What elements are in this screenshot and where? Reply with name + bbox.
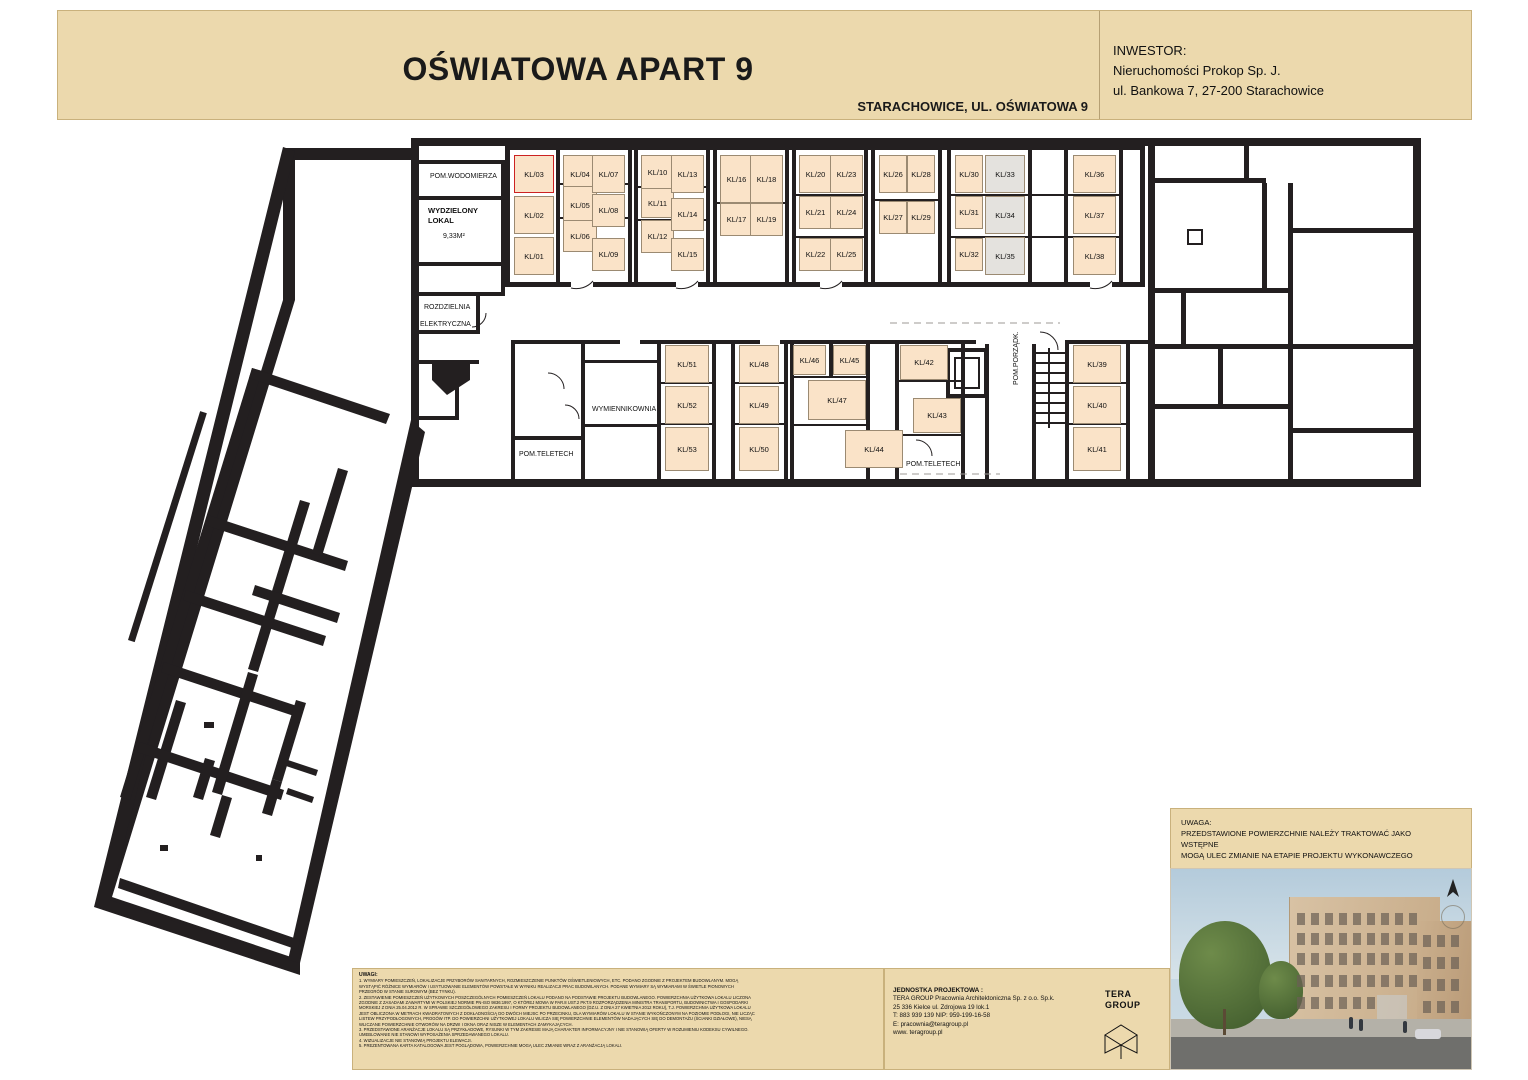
storage-cell-kl-48 [739,345,779,383]
storage-cell-kl-53 [665,427,709,471]
storage-cell-label: KL/08 [598,206,619,215]
storage-cell-kl-26 [879,155,907,193]
design-unit-text [893,987,1055,1037]
storage-cell-kl-12 [641,220,674,253]
notes-line: WYSTĄPIĆ RÓŻNICE WYMIARÓW I USYTUOWANIE ELEMENTÓW POWSTAŁE W WYNIKU REALIZACJI PRAC BUDOWLANYCH. PODANE WYMIARY SĄ WYMIARAMI W ŚWIETLE PIONOWYCH [359,983,734,989]
disclaimer-text [1181,817,1413,861]
storage-cell-kl-51 [665,345,709,383]
notes-line: 3. PRZEDSTAWIONE ARANŻACJE LOKALU SĄ PRZYKŁADOWE, RYSUNKI W TYM ZAKRESIE MAJĄ CHARAKTER INFORMACYJNY I NIE STANOWIĄ OFERTY W ROZUMIENIU KODEKSU CYWILNEGO. [359,1027,749,1033]
storage-cell-label: KL/46 [799,355,820,365]
storage-cell-kl-16 [720,155,753,203]
storage-cell-kl-31 [955,196,983,229]
storage-cell-label: KL/03 [524,169,544,179]
investor-name: Nieruchomości Prokop Sp. J. [1113,63,1281,78]
storage-cell-kl-25 [830,238,863,271]
room-label: WYDZIELONY [428,206,478,215]
room-label: LOKAL [428,216,454,225]
storage-cell-kl-20 [799,155,832,193]
storage-cell-label: KL/20 [805,169,826,179]
storage-cell-kl-29 [907,201,935,234]
storage-cell-label: KL/24 [836,208,857,217]
storage-cell-label: KL/10 [647,167,668,177]
storage-cell-label: KL/04 [570,169,590,179]
storage-cell-kl-36 [1073,155,1116,193]
storage-cell-kl-27 [879,201,907,234]
storage-cell-kl-33 [985,155,1025,193]
storage-cell-kl-22 [799,238,832,271]
storage-cell-kl-09 [592,238,625,271]
storage-cell-label: KL/53 [677,444,697,454]
storage-cell-label: KL/05 [570,200,590,210]
storage-cell-label: KL/19 [756,215,777,224]
storage-cell-label: KL/13 [677,169,698,179]
storage-cell-label: KL/37 [1084,210,1105,220]
storage-cell-kl-28 [907,155,935,193]
room-label: ELEKTRYCZNA [420,321,471,328]
storage-cell-label: KL/48 [749,359,769,369]
page-subtitle: STARACHOWICE, UL. OŚWIATOWA 9 [857,99,1088,114]
storage-cell-kl-32 [955,238,983,271]
storage-cell-kl-15 [671,238,704,271]
design-unit-line: 25 336 Kielce ul. Zdrojowa 19 lok.1 [893,1003,990,1011]
notes-line: 4. WIZUALIZACJE NIE STANOWIĄ PROJEKTU ELEWACJI. [359,1037,472,1043]
notes-line: LISTEW PRZYPODŁOGOWYCH, PROGÓW ITP. DO POWIERZCHNI UŻYTKOWEJ LOKALU WLICZA SIĘ POWIERZCHNIE ELEMENTÓW NADAJĄCYCH SIĘ DO DEMONTAŻU (ŚCIANKI DZIAŁOWE), NIESĄ [359,1016,752,1022]
storage-cell-kl-34 [985,196,1025,234]
page-title: OŚWIATOWA APART 9 [402,51,754,87]
storage-cell-label: KL/01 [524,251,544,261]
storage-cell-label: KL/40 [1087,400,1107,410]
notes-line: JEST OBLICZONA W METRACH KWADRATOWYCH Z DOKŁADNOŚCIĄ DO DWÓCH MIEJSC PO PRZECINKU, DLA WYMIARÓW LOKALU W STANIE WYKOŃCZONYM NA POZIOMIE PODŁOGI, NIE LICZĄC [359,1010,755,1016]
storage-cell-label: KL/25 [836,250,857,259]
storage-cell-label: KL/44 [864,444,884,454]
logo-line-1: TERA [1105,989,1132,999]
storage-cell-label: KL/27 [883,213,903,222]
design-unit-block [884,968,1170,1070]
storage-cell-kl-44 [845,430,903,468]
storage-cell-kl-08 [592,194,625,227]
storage-cell-kl-02 [514,196,554,234]
storage-cell-kl-46 [793,345,826,375]
storage-cell-label: KL/42 [914,358,934,367]
storage-cell-kl-01 [514,237,554,275]
notes-line: UMEBLOWANIE NIE STANOWI WYPOSAŻENIA SPRZEDAWANEGO LOKALU. [359,1032,509,1038]
storage-cell-kl-47 [808,380,866,420]
investor-address: ul. Bankowa 7, 27-200 Starachowice [1113,83,1325,98]
storage-cell-kl-17 [720,203,753,236]
storage-cell-label: KL/47 [827,395,847,405]
disclaimer-block [1170,808,1472,872]
storage-cell-label: KL/12 [647,232,668,241]
storage-cell-kl-19 [750,203,783,236]
storage-cell-label: KL/33 [995,169,1015,179]
storage-cell-label: KL/41 [1087,444,1107,454]
storage-cell-kl-11 [641,188,674,218]
storage-cell-label: KL/07 [598,169,619,179]
storage-cell-kl-40 [1073,386,1121,424]
notes-line: PRZEGRÓD W STANIE SUROWYM (BEZ TYNKU). [359,989,456,995]
room-label: POM.TELETECH [519,451,574,458]
storage-cell-kl-18 [750,155,783,203]
storage-cell-kl-13 [671,155,704,193]
storage-cell-label: KL/28 [911,169,931,179]
room-label: POM.TELETECH [906,461,961,468]
storage-cell-label: KL/22 [805,250,826,259]
storage-cell-kl-37 [1073,196,1116,234]
notes-line: 2. ZESTAWIENIE POMIESZCZEŃ UŻYTKOWYCH POSZCZEGÓLNYCH POMIESZCZEŃ LOKALU PODANO NA PODSTAWIE PROJEKTU BUDOWLANEGO. POWIERZCHNIA UŻYTKOWA LOKALU LICZONA [359,994,751,1000]
storage-cell-label: KL/06 [570,231,590,241]
disclaimer-line: PRZEDSTAWIONE POWIERZCHNIE NALEŻY TRAKTOWAĆ JAKO [1181,829,1412,838]
storage-cell-kl-45 [833,345,866,375]
storage-cell-label: KL/51 [677,359,697,369]
storage-cell-label: KL/16 [726,174,747,184]
storage-cell-label: KL/43 [927,411,947,420]
design-unit-line: T: 883 939 139 NIP: 959-199-16-58 [893,1012,991,1020]
tera-group-logo [1097,989,1157,1059]
design-unit-line: E: pracownia@teragroup.pl [893,1020,969,1028]
design-unit-heading: JEDNOSTKA PROJEKTOWA : [893,987,983,994]
room-label: WYMIENNIKOWNIA [592,406,657,413]
storage-cell-kl-41 [1073,427,1121,471]
storage-cell-kl-24 [830,196,863,229]
room-label: POM.PORZĄDK. [1013,331,1020,385]
design-unit-line: www. teragroup.pl [893,1029,943,1037]
notes-line: 5. PREZENTOWANA KARTA KATALOGOWA JEST POGLĄDOWA, POWIERZCHNIE MOGĄ ULEC ZMIANIE WRAZ Z ARANŻACJĄ LOKALI. [359,1043,623,1049]
storage-cell-kl-49 [739,386,779,424]
room-label: POM.WODOMIERZA [430,173,497,180]
storage-cell-label: KL/26 [883,169,903,179]
logo-mark [1097,989,1157,1059]
design-unit-line: TERA GROUP Pracownia Architektoniczna Sp. z o.o. Sp.k. [893,995,1055,1003]
storage-cell-kl-35 [985,237,1025,275]
storage-cell-label: KL/38 [1084,251,1105,261]
storage-cell-label: KL/14 [677,210,698,219]
storage-cell-kl-39 [1073,345,1121,383]
notes-text [359,973,879,1049]
storage-cell-label: KL/30 [959,169,979,179]
logo-line-2: GROUP [1105,1000,1141,1010]
storage-cell-label: KL/50 [749,444,769,454]
notes-block [352,968,884,1070]
storage-cell-label: KL/09 [598,250,619,259]
storage-cell-kl-21 [799,196,832,229]
storage-cell-label: KL/52 [677,400,697,410]
storage-cell-label: KL/21 [805,208,826,217]
storage-cell-kl-07 [592,155,625,193]
disclaimer-line: WSTĘPNE [1181,840,1219,849]
storage-cell-label: KL/35 [995,251,1015,261]
storage-cell-label: KL/45 [839,355,860,365]
storage-cell-label: KL/34 [995,210,1015,220]
storage-cell-kl-03 [514,155,554,193]
storage-cell-kl-42 [900,345,948,380]
storage-cell-label: KL/31 [959,208,979,217]
disclaimer-line: MOGĄ ULEC ZMIANIE NA ETAPIE PROJEKTU WYKONAWCZEGO [1181,851,1413,860]
storage-cell-label: KL/29 [911,213,931,222]
storage-cell-label: KL/15 [677,250,698,259]
storage-cell-kl-14 [671,198,704,231]
notes-line: MORSKIEJ Z DNIA 25.04.2012 R. W SPRAWIE SZCZEGÓŁOWEGO ZAKRESU I FORMY PROJEKTU BUDOWLANEGO (DZ.U. Z DNIA 27 KWIETNIA 2012 ROKU), T.J. POWIERZCHNIA UŻYTKOWA LOKALU [359,1005,751,1011]
disclaimer-heading: UWAGA: [1181,818,1212,827]
notes-heading: UWAGI: [359,972,378,978]
storage-cell-kl-30 [955,155,983,193]
storage-cell-kl-10 [641,155,674,189]
investor-label: INWESTOR: [1113,43,1187,58]
storage-cell-kl-23 [830,155,863,193]
room-label: 9,33M² [443,233,465,240]
storage-cell-label: KL/23 [836,169,857,179]
storage-cell-label: KL/11 [647,198,668,208]
storage-cell-label: KL/02 [524,210,544,220]
storage-cell-kl-52 [665,386,709,424]
storage-cell-kl-38 [1073,237,1116,275]
storage-cell-label: KL/17 [726,215,747,224]
storage-cell-label: KL/49 [749,400,769,410]
storage-cell-label: KL/36 [1084,169,1105,179]
notes-line: WLICZANE POWIERZCHNIE OTWORÓW NA DRZWI I OKNA ORAZ NISZE W ELEMENTACH ZAMYKAJĄCYCH. [359,1021,573,1027]
storage-cell-label: KL/39 [1087,359,1107,369]
render-windows [1171,869,1471,1069]
storage-cell-label: KL/32 [959,250,979,259]
room-label: ROZDZIELNIA [424,304,471,311]
storage-cell-kl-50 [739,427,779,471]
notes-line: 1. WYMIARY POMIESZCZEŃ, LOKALIZACJE PRZYBORÓW SANITARNYCH, ROZMIESZCZENIE PUNKTÓW OŚWIETLENIOWYCH, ETC. PODANO ZGODNIE Z PROJEKTEM BUDOWLANYM. MOGĄ [359,978,739,984]
storage-cell-kl-43 [913,398,961,433]
storage-cell-label: KL/18 [756,174,777,184]
notes-line: ZGODNIE Z ZASADAMI ZAWARTYMI W POLSKIEJ NORMIE PN-ISO 9836:1997, O KTÓREJ MOWA W PAR.8 UST.2 PKT.9 ROZPORZĄDZENIA MINISTRA TRANSPORTU, BUDOWNICTWA I GOSPODARKI [359,1000,749,1006]
building-visualization [1170,868,1472,1070]
